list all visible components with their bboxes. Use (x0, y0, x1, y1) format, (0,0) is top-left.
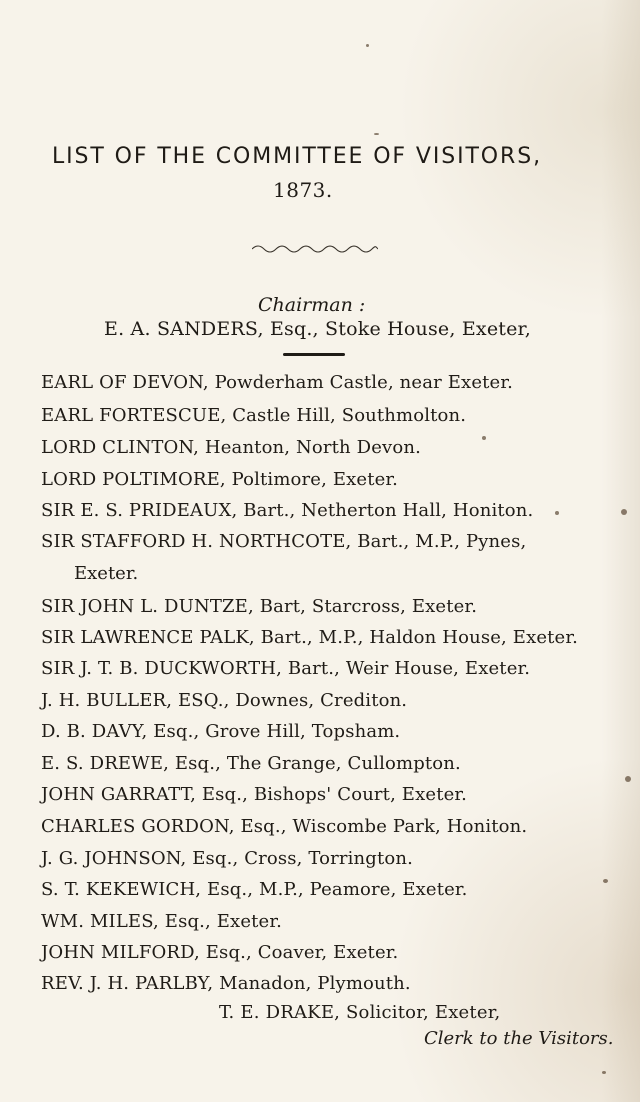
member-line: SIR STAFFORD H. NORTHCOTE, Bart., M.P., Pynes, (41, 531, 527, 552)
member-line: LORD POLTIMORE, Poltimore, Exeter. (41, 469, 399, 490)
paper-speck (366, 44, 369, 47)
paper-speck (625, 776, 631, 782)
member-line: EARL FORTESCUE, Castle Hill, Southmolton. (41, 405, 467, 426)
clerk-role: Clerk to the Visitors. (424, 1028, 614, 1049)
member-line: LORD CLINTON, Heanton, North Devon. (41, 437, 421, 458)
page-title: LIST OF THE COMMITTEE OF VISITORS, (52, 144, 542, 169)
member-line: S. T. KEKEWICH, Esq., M.P., Peamore, Exeter. (41, 879, 468, 900)
member-line: J. G. JOHNSON, Esq., Cross, Torrington. (41, 848, 413, 869)
section-divider (283, 353, 345, 356)
paper-speck (621, 509, 627, 515)
member-line: EARL OF DEVON, Powderham Castle, near Exeter. (41, 372, 513, 393)
member-line: REV. J. H. PARLBY, Manadon, Plymouth. (41, 973, 411, 994)
member-line: WM. MILES, Esq., Exeter. (41, 911, 282, 932)
clerk-name: T. E. DRAKE, Solicitor, Exeter, (219, 1002, 501, 1023)
paper-speck (602, 1071, 606, 1074)
decorative-ornament (252, 244, 378, 254)
chairman-name: E. A. SANDERS, Esq., Stoke House, Exeter, (104, 318, 531, 340)
paper-speck (374, 133, 379, 135)
member-line: SIR E. S. PRIDEAUX, Bart., Netherton Hall, Honiton. (41, 500, 534, 521)
member-line-continuation: Exeter. (74, 563, 139, 584)
member-line: SIR J. T. B. DUCKWORTH, Bart., Weir House, Exeter. (41, 658, 531, 679)
member-line: J. H. BULLER, ESQ., Downes, Crediton. (41, 690, 408, 711)
paper-speck (555, 511, 559, 515)
member-line: SIR LAWRENCE PALK, Bart., M.P., Haldon House, Exeter. (41, 627, 579, 648)
paper-speck (603, 879, 608, 883)
chairman-label: Chairman : (258, 294, 366, 316)
member-line: SIR JOHN L. DUNTZE, Bart, Starcross, Exeter. (41, 596, 478, 617)
member-line: JOHN GARRATT, Esq., Bishops' Court, Exeter. (41, 784, 468, 805)
year-label: 1873. (273, 178, 333, 202)
member-line: E. S. DREWE, Esq., The Grange, Cullompton. (41, 753, 461, 774)
member-line: D. B. DAVY, Esq., Grove Hill, Topsham. (41, 721, 401, 742)
member-line: CHARLES GORDON, Esq., Wiscombe Park, Honiton. (41, 816, 528, 837)
paper-speck (482, 436, 486, 440)
member-line: JOHN MILFORD, Esq., Coaver, Exeter. (41, 942, 399, 963)
